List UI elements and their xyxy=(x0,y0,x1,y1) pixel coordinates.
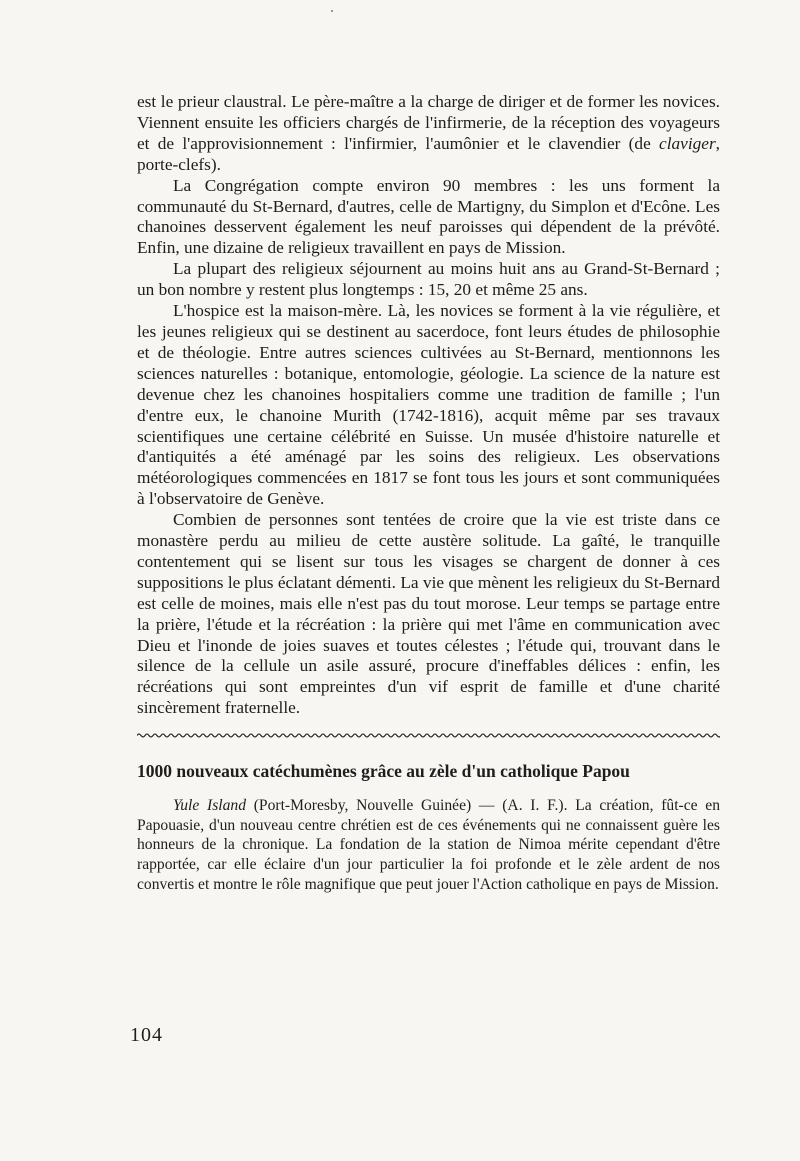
page-content xyxy=(137,92,720,894)
paragraph-1-italic: claviger xyxy=(659,133,716,153)
article-place: Yule Island xyxy=(173,797,246,815)
paragraph-1 xyxy=(137,92,720,176)
article-title: 1000 nouveaux catéchumènes grâce au zèle d'un catholique Papou xyxy=(137,761,630,782)
paragraph-4: L'hospice est la maison-mère. Là, les novices se forment à la vie régulière, et les jeunes religieux qui se destinent au sacerdoce, font leurs études de philosophie et de théologie. Entre autres sciences cultivées au St-Bernard, mentionnons les sciences naturelles : botanique, entomologie, géologie. La science de la nature est devenue chez les chanoines hospitaliers comme une tradition de famille ; l'un d'entre eux, le chanoine Murith (1742-1816), acquit même par ses travaux scientifiques une certaine célébrité en Suisse. Un musée d'histoire naturelle et d'antiquités a été aménagé par les soins des religieux. Les observations météorologiques commencées en 1817 se font tous les jours et sont communiquées à l'observatoire de Genève. xyxy=(137,301,720,509)
paragraph-1-after: , porte-clefs). xyxy=(137,133,720,174)
article-body xyxy=(137,796,720,894)
wavy-divider-line xyxy=(137,731,720,740)
page-number: 104 xyxy=(130,1024,163,1046)
paragraph-1-text: est le prieur claustral. Le père-maître a la charge de diriger et de former les novices. Viennent ensuite les officiers chargés de l'infirmerie, de la réception des voyageurs et de l'approvisionnement : l'infirmier, l'aumônier et le clavendier (de xyxy=(137,92,720,153)
paragraph-3: La plupart des religieux séjournent au moins huit ans au Grand-St-Bernard ; un bon nombre y restent plus longtemps : 15, 20 et même 25 ans. xyxy=(137,259,720,300)
paper-speck xyxy=(331,10,333,12)
paragraph-2: La Congrégation compte environ 90 membres : les uns forment la communauté du St-Bernard, d'autres, celle de Martigny, du Simplon et d'Ecône. Les chanoines desservent également les neuf paroisses qui dépendent de la prévôté. Enfin, une dizaine de religieux travaillent en pays de Mission. xyxy=(137,175,720,258)
wavy-divider xyxy=(137,731,720,740)
article-body-text: (Port-Moresby, Nouvelle Guinée) — (A. I. F.). La création, fût-ce en Papouasie, d'un nouveau centre chrétien est de ces événements qui ne connaissent guère les honneurs de la chronique. La fondation de la station de Nimoa mérite cependant d'être rapportée, car elle éclaire d'un jour particulier la foi profonde et le zèle ardent de nos convertis et montre le rôle magnifique que peut jouer l'Action catholique en pays de Mission. xyxy=(137,797,720,893)
paragraph-5: Combien de personnes sont tentées de croire que la vie est triste dans ce monastère perdu au milieu de cette austère solitude. La gaîté, le tranquille contentement qui se lisent sur tous les visages se chargent de donner à ces suppositions le plus éclatant démenti. La vie que mènent les religieux du St-Bernard est celle de moines, mais elle n'est pas du tout morose. Leur temps se partage entre la prière, l'étude et la récréation : la prière qui met l'âme en communication avec Dieu et l'inonde de joies suaves et toutes célestes ; l'étude qui, trouvant dans le silence de la cellule un asile assuré, procure d'ineffables délices : enfin, les récréations qui sont empreintes d'un vif esprit de famille et d'une charité sincèrement fraternelle. xyxy=(137,510,720,718)
